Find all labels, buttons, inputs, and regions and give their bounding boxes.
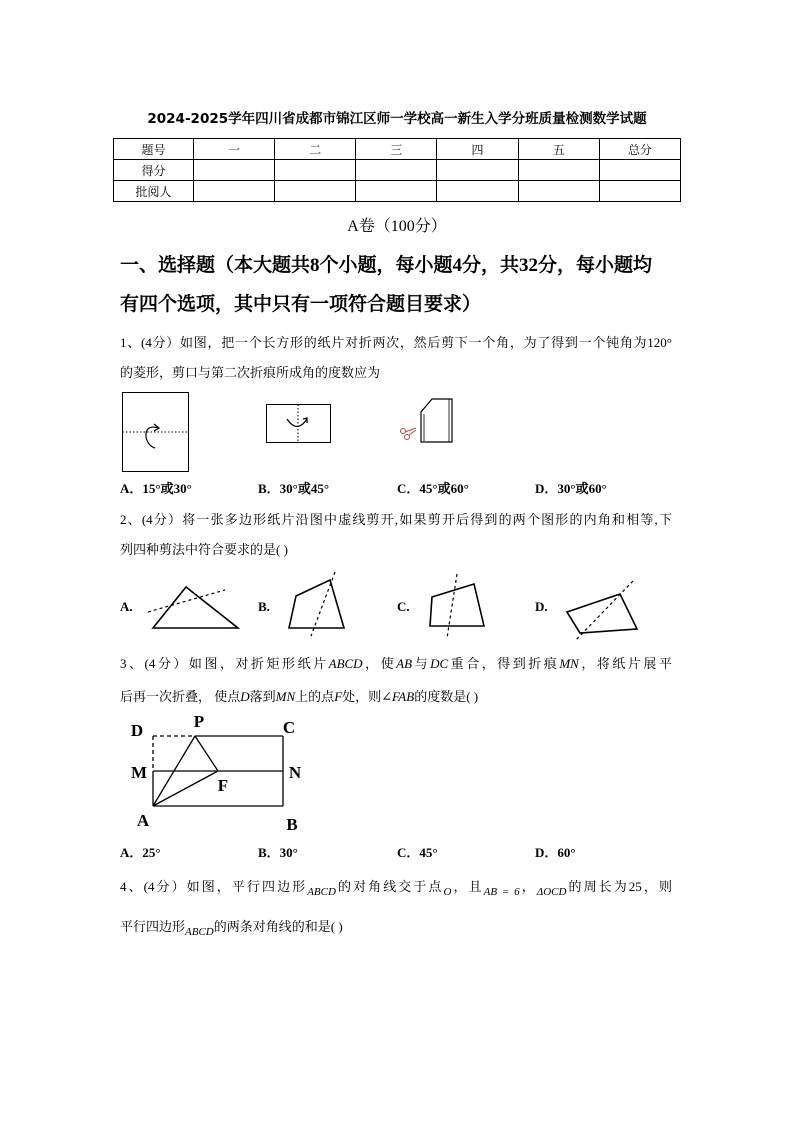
q2-figure-d-quadrilateral: [562, 578, 642, 644]
q3-option-d[interactable]: D．60°: [535, 845, 576, 860]
q2-figure-b-quadrilateral: [284, 570, 350, 640]
q3-math: MN: [275, 689, 296, 704]
point-label-p: P: [193, 712, 205, 731]
score-cell[interactable]: [356, 160, 437, 181]
point-label-b: B: [286, 815, 298, 834]
score-table-header: 题号: [114, 139, 194, 160]
point-label-a: A: [136, 811, 150, 830]
q4-text: 的对角线交于点: [335, 879, 444, 894]
point-label-d: D: [130, 721, 144, 740]
score-row-label: 得分: [114, 160, 194, 181]
score-table-row: [114, 160, 681, 181]
q3-math: DC: [430, 656, 449, 671]
q2-line1: 2、(4分）将一张多边形纸片沿图中虚线剪开,如果剪开后得到的两个图形的内角和相等,下: [120, 512, 672, 527]
score-table-row: [114, 181, 681, 202]
q4-math: ABCD: [307, 886, 336, 898]
q1-line1: 1、(4分）如图，把一个长方形的纸片对折两次，然后剪下一个角，为了得到一个钝角为120°: [120, 335, 672, 350]
q2-figure-c-quadrilateral: [424, 572, 490, 640]
q2-option-b[interactable]: B.: [258, 599, 270, 614]
score-table-header: 二: [275, 139, 356, 160]
score-cell[interactable]: [437, 181, 518, 202]
score-cell[interactable]: [437, 160, 518, 181]
q3-text: 落到: [249, 689, 276, 704]
score-table-header-row: [114, 139, 681, 160]
score-table-header: 一: [194, 139, 275, 160]
q4-text: 平行四边形: [120, 919, 186, 934]
q1-figure-fold-vertical: [118, 388, 192, 476]
q2-option-c[interactable]: C.: [397, 599, 410, 614]
q3-math: ABCD: [328, 656, 363, 671]
score-cell[interactable]: [599, 181, 680, 202]
q4-math: ABCD: [185, 926, 214, 938]
q4-text: 的周长为25，则: [566, 879, 672, 894]
q3-text: 上的点: [295, 689, 335, 704]
q2-line2: 列四种剪法中符合要求的是( ): [120, 542, 288, 557]
q4-line1: [120, 877, 672, 901]
score-cell[interactable]: [356, 181, 437, 202]
q3-text: 后再一次折叠， 使点: [120, 689, 241, 704]
q4-math: O: [443, 886, 452, 898]
q3-text: 3、(4分）如图，对折矩形纸片: [120, 656, 329, 671]
q4-text: 4、(4分）如图，平行四边形: [120, 879, 308, 894]
exam-title: 2024-2025学年四川省成都市锦江区师一学校高一新生入学分班质量检测数学试题: [147, 111, 647, 127]
point-label-n: N: [288, 763, 302, 782]
q3-math: MN: [559, 656, 579, 671]
q1-option-b[interactable]: B．30°或45°: [258, 481, 330, 496]
q4-text: ，且: [451, 879, 484, 894]
q1-option-a[interactable]: A．15°或30°: [120, 481, 192, 496]
score-row-label: 批阅人: [114, 181, 194, 202]
q3-option-a[interactable]: A．25°: [120, 845, 161, 860]
q3-figure-folded-rectangle: [125, 706, 310, 838]
score-cell[interactable]: [518, 181, 599, 202]
q3-text: ，使: [362, 656, 397, 671]
q2-figure-a-triangle: [144, 580, 244, 632]
score-table-header: 总分: [599, 139, 680, 160]
q3-math: D: [240, 689, 250, 704]
q4-math: AB = 6: [483, 886, 520, 898]
section-heading-line2: 有四个选项，其中只有一项符合题目要求）: [120, 294, 482, 315]
q1-option-d[interactable]: D．30°或60°: [535, 481, 607, 496]
q1-figure-cut-corner: [396, 394, 456, 446]
q4-text: ，: [519, 879, 537, 894]
q2-option-d[interactable]: D.: [535, 599, 548, 614]
q3-option-b[interactable]: B．30°: [258, 845, 298, 860]
q3-math: FAB: [392, 689, 415, 704]
score-table-header: 四: [437, 139, 518, 160]
q3-text: ，将纸片展平: [578, 656, 672, 671]
q3-text: 重合，得到折痕: [448, 656, 560, 671]
point-label-f: F: [217, 776, 229, 795]
score-table: [113, 138, 681, 202]
score-table-header: 三: [356, 139, 437, 160]
scissors-icon: [401, 428, 417, 440]
q2-option-a[interactable]: A.: [120, 599, 133, 614]
score-cell[interactable]: [518, 160, 599, 181]
section-heading-line1: 一、选择题（本大题共8个小题，每小题4分，共32分，每小题均: [120, 255, 653, 276]
q1-line2: 的菱形，剪口与第二次折痕所成角的度数应为: [120, 365, 381, 380]
score-cell[interactable]: [599, 160, 680, 181]
q3-math: F: [334, 689, 343, 704]
q4-text: 的两条对角线的和是( ): [213, 919, 343, 934]
score-table-header: 五: [518, 139, 599, 160]
q4-line2: [120, 917, 672, 941]
score-cell[interactable]: [194, 181, 275, 202]
q3-line1: [120, 654, 672, 674]
score-cell[interactable]: [194, 160, 275, 181]
q3-text: 与: [412, 656, 431, 671]
q3-text: 处，则∠: [342, 689, 393, 704]
q4-math: ΔOCD: [536, 886, 567, 898]
q3-math: AB: [396, 656, 413, 671]
q3-option-c[interactable]: C．45°: [397, 845, 438, 860]
point-label-c: C: [282, 718, 296, 737]
q1-figure-fold-horizontal: [262, 400, 334, 446]
point-label-m: M: [130, 763, 148, 782]
volume-title: A卷（100分）: [347, 218, 447, 235]
q3-text: 的度数是( ): [414, 689, 479, 704]
q3-line2: [120, 687, 672, 707]
score-cell[interactable]: [275, 181, 356, 202]
q1-option-c[interactable]: C．45°或60°: [397, 481, 469, 496]
score-cell[interactable]: [275, 160, 356, 181]
